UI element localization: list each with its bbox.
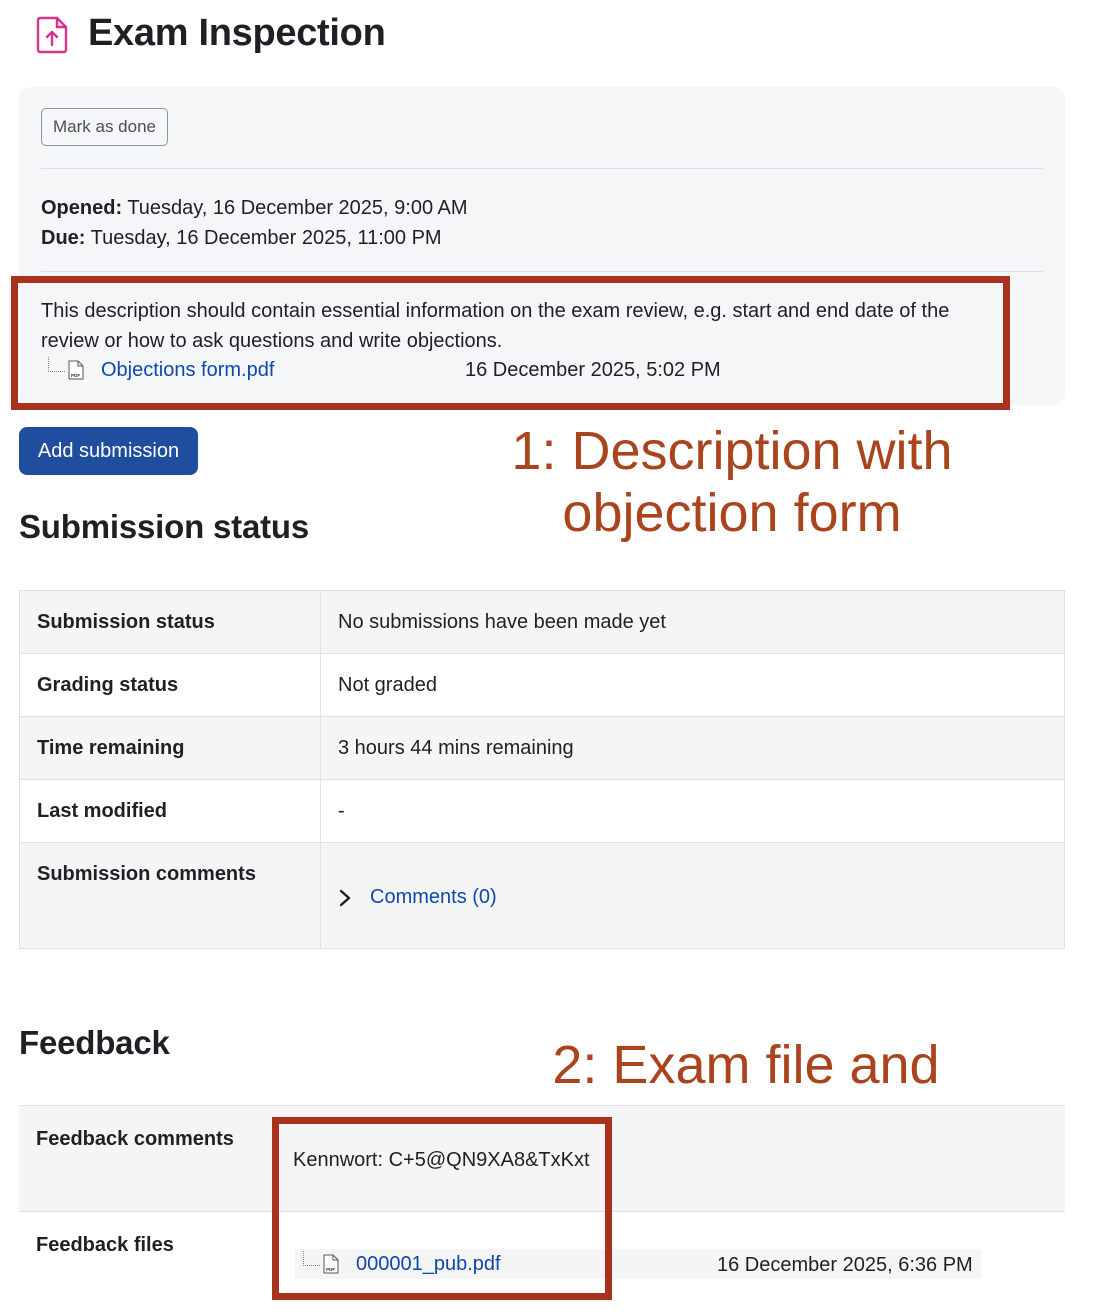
- annotation-highlight-box: [11, 276, 1010, 410]
- activity-description: This description should contain essential information on the exam review, e.g. start and end date of the review or how to ask questions and write objections.: [41, 300, 950, 352]
- add-submission-button[interactable]: Add submission: [19, 427, 198, 475]
- row-label: Grading status: [20, 654, 321, 717]
- attachment-date: 16 December 2025, 5:02 PM: [465, 359, 721, 381]
- row-label: Submission comments: [20, 843, 321, 949]
- table-row: [20, 591, 1065, 654]
- row-label: Time remaining: [20, 717, 321, 780]
- activity-dates: [41, 193, 468, 253]
- feedback-comment-text: Kennwort: C+5@QN9XA8&TxKxt: [293, 1149, 590, 1171]
- submission-status-table: [19, 590, 1065, 949]
- due-value: Tuesday, 16 December 2025, 11:00 PM: [90, 227, 442, 249]
- mark-as-done-button[interactable]: Mark as done: [41, 108, 168, 146]
- annotation-label-1: 1: Description with objection form: [511, 421, 953, 543]
- row-value: [321, 843, 1065, 949]
- feedback-heading: Feedback: [19, 1024, 170, 1061]
- page-header: [36, 12, 385, 55]
- feedback-file-link[interactable]: 000001_pub.pdf: [356, 1252, 501, 1275]
- table-row: [20, 843, 1065, 949]
- table-row: [20, 780, 1065, 843]
- table-row: [20, 654, 1065, 717]
- chevron-right-icon: [338, 889, 352, 907]
- due-label: Due:: [41, 227, 86, 249]
- row-value: 3 hours 44 mins remaining: [321, 717, 1065, 780]
- table-row: [20, 717, 1065, 780]
- divider: [41, 271, 1043, 272]
- feedback-files-label: Feedback files: [36, 1234, 174, 1256]
- svg-text:PDF: PDF: [326, 1267, 335, 1272]
- row-label: Submission status: [20, 591, 321, 654]
- opened-date: [41, 193, 468, 223]
- feedback-comments-label: Feedback comments: [36, 1128, 234, 1150]
- row-label: Last modified: [20, 780, 321, 843]
- comments-link[interactable]: Comments (0): [370, 886, 497, 908]
- row-value: No submissions have been made yet: [321, 591, 1065, 654]
- comments-toggle[interactable]: [338, 886, 1047, 909]
- annotation-highlight-box: [272, 1117, 612, 1300]
- assignment-upload-icon: [36, 14, 70, 54]
- row-value: -: [321, 780, 1065, 843]
- feedback-file-date: 16 December 2025, 6:36 PM: [717, 1254, 973, 1276]
- svg-text:PDF: PDF: [71, 373, 80, 378]
- divider: [41, 168, 1043, 169]
- page-title: Exam Inspection: [88, 12, 386, 54]
- annotation-label-2: 2: Exam file and password: [552, 1035, 940, 1157]
- row-value: Not graded: [321, 654, 1065, 717]
- objections-form-link[interactable]: Objections form.pdf: [101, 358, 275, 381]
- opened-value: Tuesday, 16 December 2025, 9:00 AM: [127, 197, 468, 219]
- submission-status-heading: Submission status: [19, 508, 309, 545]
- due-date: [41, 223, 468, 253]
- opened-label: Opened:: [41, 197, 123, 219]
